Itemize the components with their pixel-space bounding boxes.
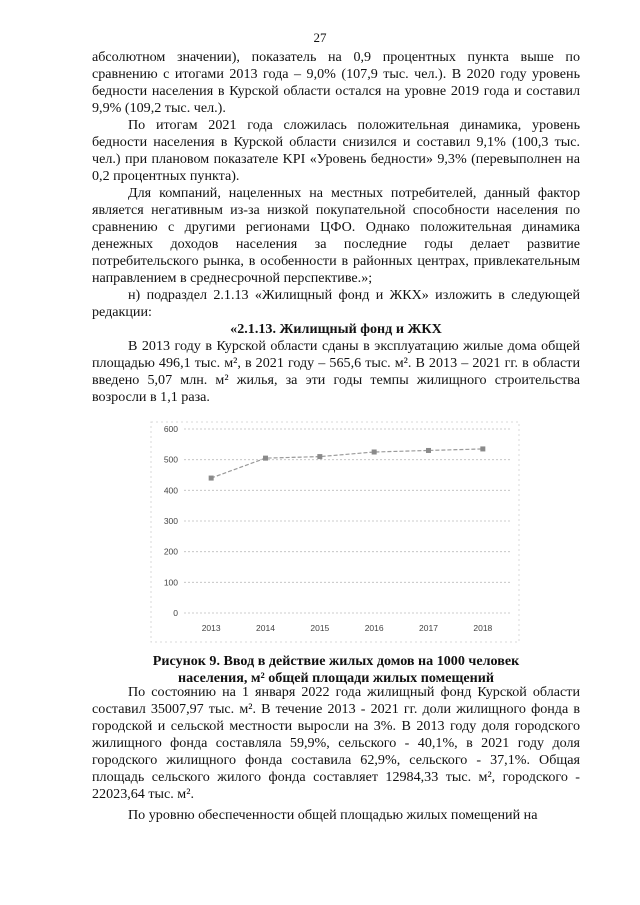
y-tick-label: 600 <box>163 424 178 434</box>
y-tick-label: 200 <box>163 546 178 557</box>
x-tick-label: 2014 <box>256 623 275 633</box>
x-tick-label: 2018 <box>473 623 493 633</box>
x-tick-label: 2015 <box>310 623 330 633</box>
figure-caption <box>92 653 580 687</box>
caption-line-1: Рисунок 9. Ввод в действие жилых домов на 1000 человек <box>152 653 520 669</box>
x-tick-label: 2013 <box>201 623 221 633</box>
chart-canvas <box>150 421 520 643</box>
text-block-lower <box>92 684 580 824</box>
data-point <box>317 454 322 459</box>
text-block-upper <box>92 49 580 406</box>
data-point <box>480 446 485 451</box>
paragraph: В 2013 году в Курской области сданы в эксплуатацию жилые дома общей площадью 496,1 тыс. м², в 2021 году – 565,6 тыс. м². В 2013 – 2021 гг. в области введено 5,07 млн. м² жилья, за эти годы темпы жилищного строительства возросли в 1,1 раза. <box>92 338 580 405</box>
paragraph: Для компаний, нацеленных на местных потребителей, данный фактор является негативным из-за низкой покупательной способности населения по сравнению с другими регионами ЦФО. Однако положительная динамика денежных доходов населения за последние годы делает развитие потребительского рынка, в особенности в районных центрах, привлекательным направлением в среднесрочной перспективе.»; <box>92 185 580 286</box>
paragraph: абсолютном значении), показатель на 0,9 процентных пункта выше по сравнению с итогами 2013 года – 9,0% (107,9 тыс. чел.). В 2020 году уровень бедности населения в Курской области остался на уровне 2019 года и составил 9,9% (109,2 тыс. чел.). <box>92 49 580 116</box>
y-tick-label: 500 <box>163 454 178 465</box>
paragraph: По уровню обеспеченности общей площадью жилых помещений на <box>128 807 538 823</box>
page-number: 27 <box>313 30 327 45</box>
paragraph: По итогам 2021 года сложилась положительная динамика, уровень бедности населения в Курской области снизился и составил 9,1% (100,3 тыс. чел.) при плановом показателе KPI «Уровень бедности» 9,3% (перевыполнен на 0,2 процентных пункта). <box>92 117 580 184</box>
data-point <box>263 456 268 461</box>
y-tick-label: 300 <box>163 516 178 526</box>
paragraph: н) подраздел 2.1.13 «Жилищный фонд и ЖКХ» изложить в следующей редакции: <box>92 287 580 320</box>
y-tick-label: 0 <box>173 608 178 618</box>
x-tick-label: 2016 <box>364 623 384 633</box>
y-tick-label: 100 <box>163 577 178 588</box>
data-point <box>426 448 431 453</box>
x-tick-label: 2017 <box>419 623 438 633</box>
housing-chart <box>150 421 520 643</box>
y-tick-label: 400 <box>163 485 178 496</box>
section-heading: «2.1.13. Жилищный фонд и ЖКХ <box>230 321 442 337</box>
data-point <box>209 476 214 481</box>
series-line <box>211 449 483 478</box>
paragraph: По состоянию на 1 января 2022 года жилищный фонд Курской области составил 35007,97 тыс. м². В течение 2013 - 2021 гг. доли жилищного фонда в городской и сельской местности выросли на 3%. В 2013 году доля городского жилищного фонда составляла 59,9%, сельского - 40,1%, в 2021 году доля городского жилищного фонда составила 62,9%, сельского - 37,1%. Общая площадь сельского жилого фонда составляет 12984,33 тыс. м², городского - 22023,64 тыс. м². <box>92 684 580 802</box>
data-point <box>372 450 377 455</box>
caption-line-2: населения, м² общей площади жилых помещений <box>177 670 495 686</box>
